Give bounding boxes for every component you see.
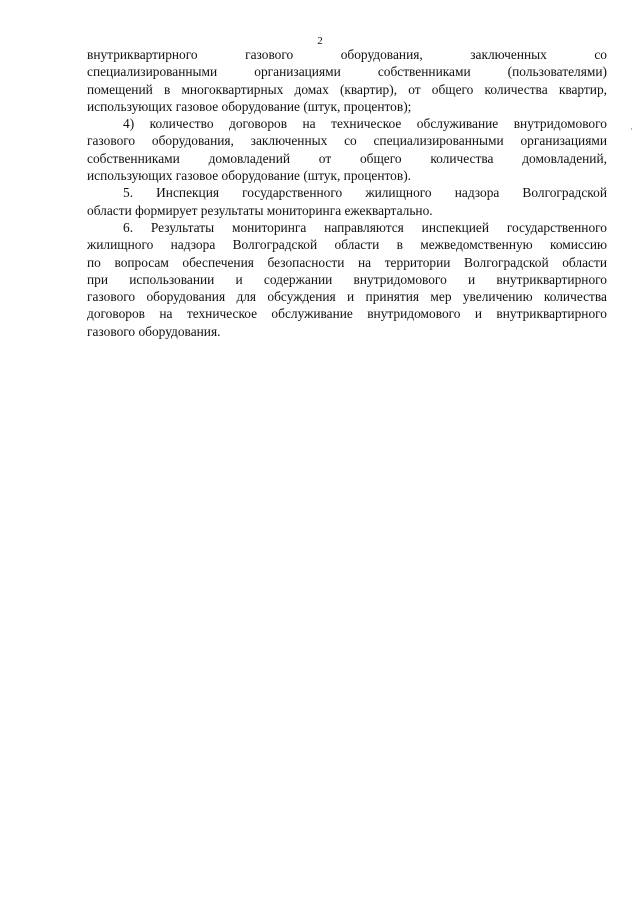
paragraph-item-5 [87, 184, 607, 219]
text-line: специализированными организациями собственниками (пользователями) [87, 64, 607, 80]
text-line: жилищного надзора Волгоградской области в межведомственную комиссию [87, 237, 607, 253]
text-line: помещений в многоквартирных домах (квартир), от общего количества квартир, [87, 81, 607, 97]
text-line: газового оборудования. [87, 323, 221, 339]
text-line: собственниками домовладений от общего количества домовладений, [87, 150, 607, 166]
paragraph-item-6 [87, 219, 607, 340]
text-line: области формирует результаты мониторинга ежеквартально. [87, 202, 433, 218]
text-line: газового оборудования, заключенных со специализированными организациями [87, 133, 607, 149]
text-line: при использовании и содержании внутридомового и внутриквартирного [87, 271, 607, 287]
text-line: 5. Инспекция государственного жилищного надзора Волгоградской [123, 185, 607, 201]
scan-margin-mark: · [630, 124, 633, 134]
document-body [87, 46, 607, 340]
text-line: использующих газовое оборудование (штук, процентов); [87, 98, 412, 114]
text-line: по вопросам обеспечения безопасности на территории Волгоградской области [87, 254, 607, 270]
text-line: договоров на техническое обслуживание внутридомового и внутриквартирного [87, 306, 607, 322]
text-line: внутриквартирного газового оборудования, заключенных со [87, 47, 607, 62]
text-line: 6. Результаты мониторинга направляются инспекцией государственного [123, 219, 607, 235]
text-line: использующих газовое оборудование (штук, процентов). [87, 168, 412, 184]
text-line: газового оборудования для обсуждения и принятия мер увеличению количества [87, 289, 607, 305]
text-line: 4) количество договоров на техническое обслуживание внутридомового [123, 116, 607, 132]
paragraph-continuation [87, 46, 607, 115]
paragraph-item-4 [87, 115, 607, 184]
page-number: 2 [317, 35, 323, 47]
